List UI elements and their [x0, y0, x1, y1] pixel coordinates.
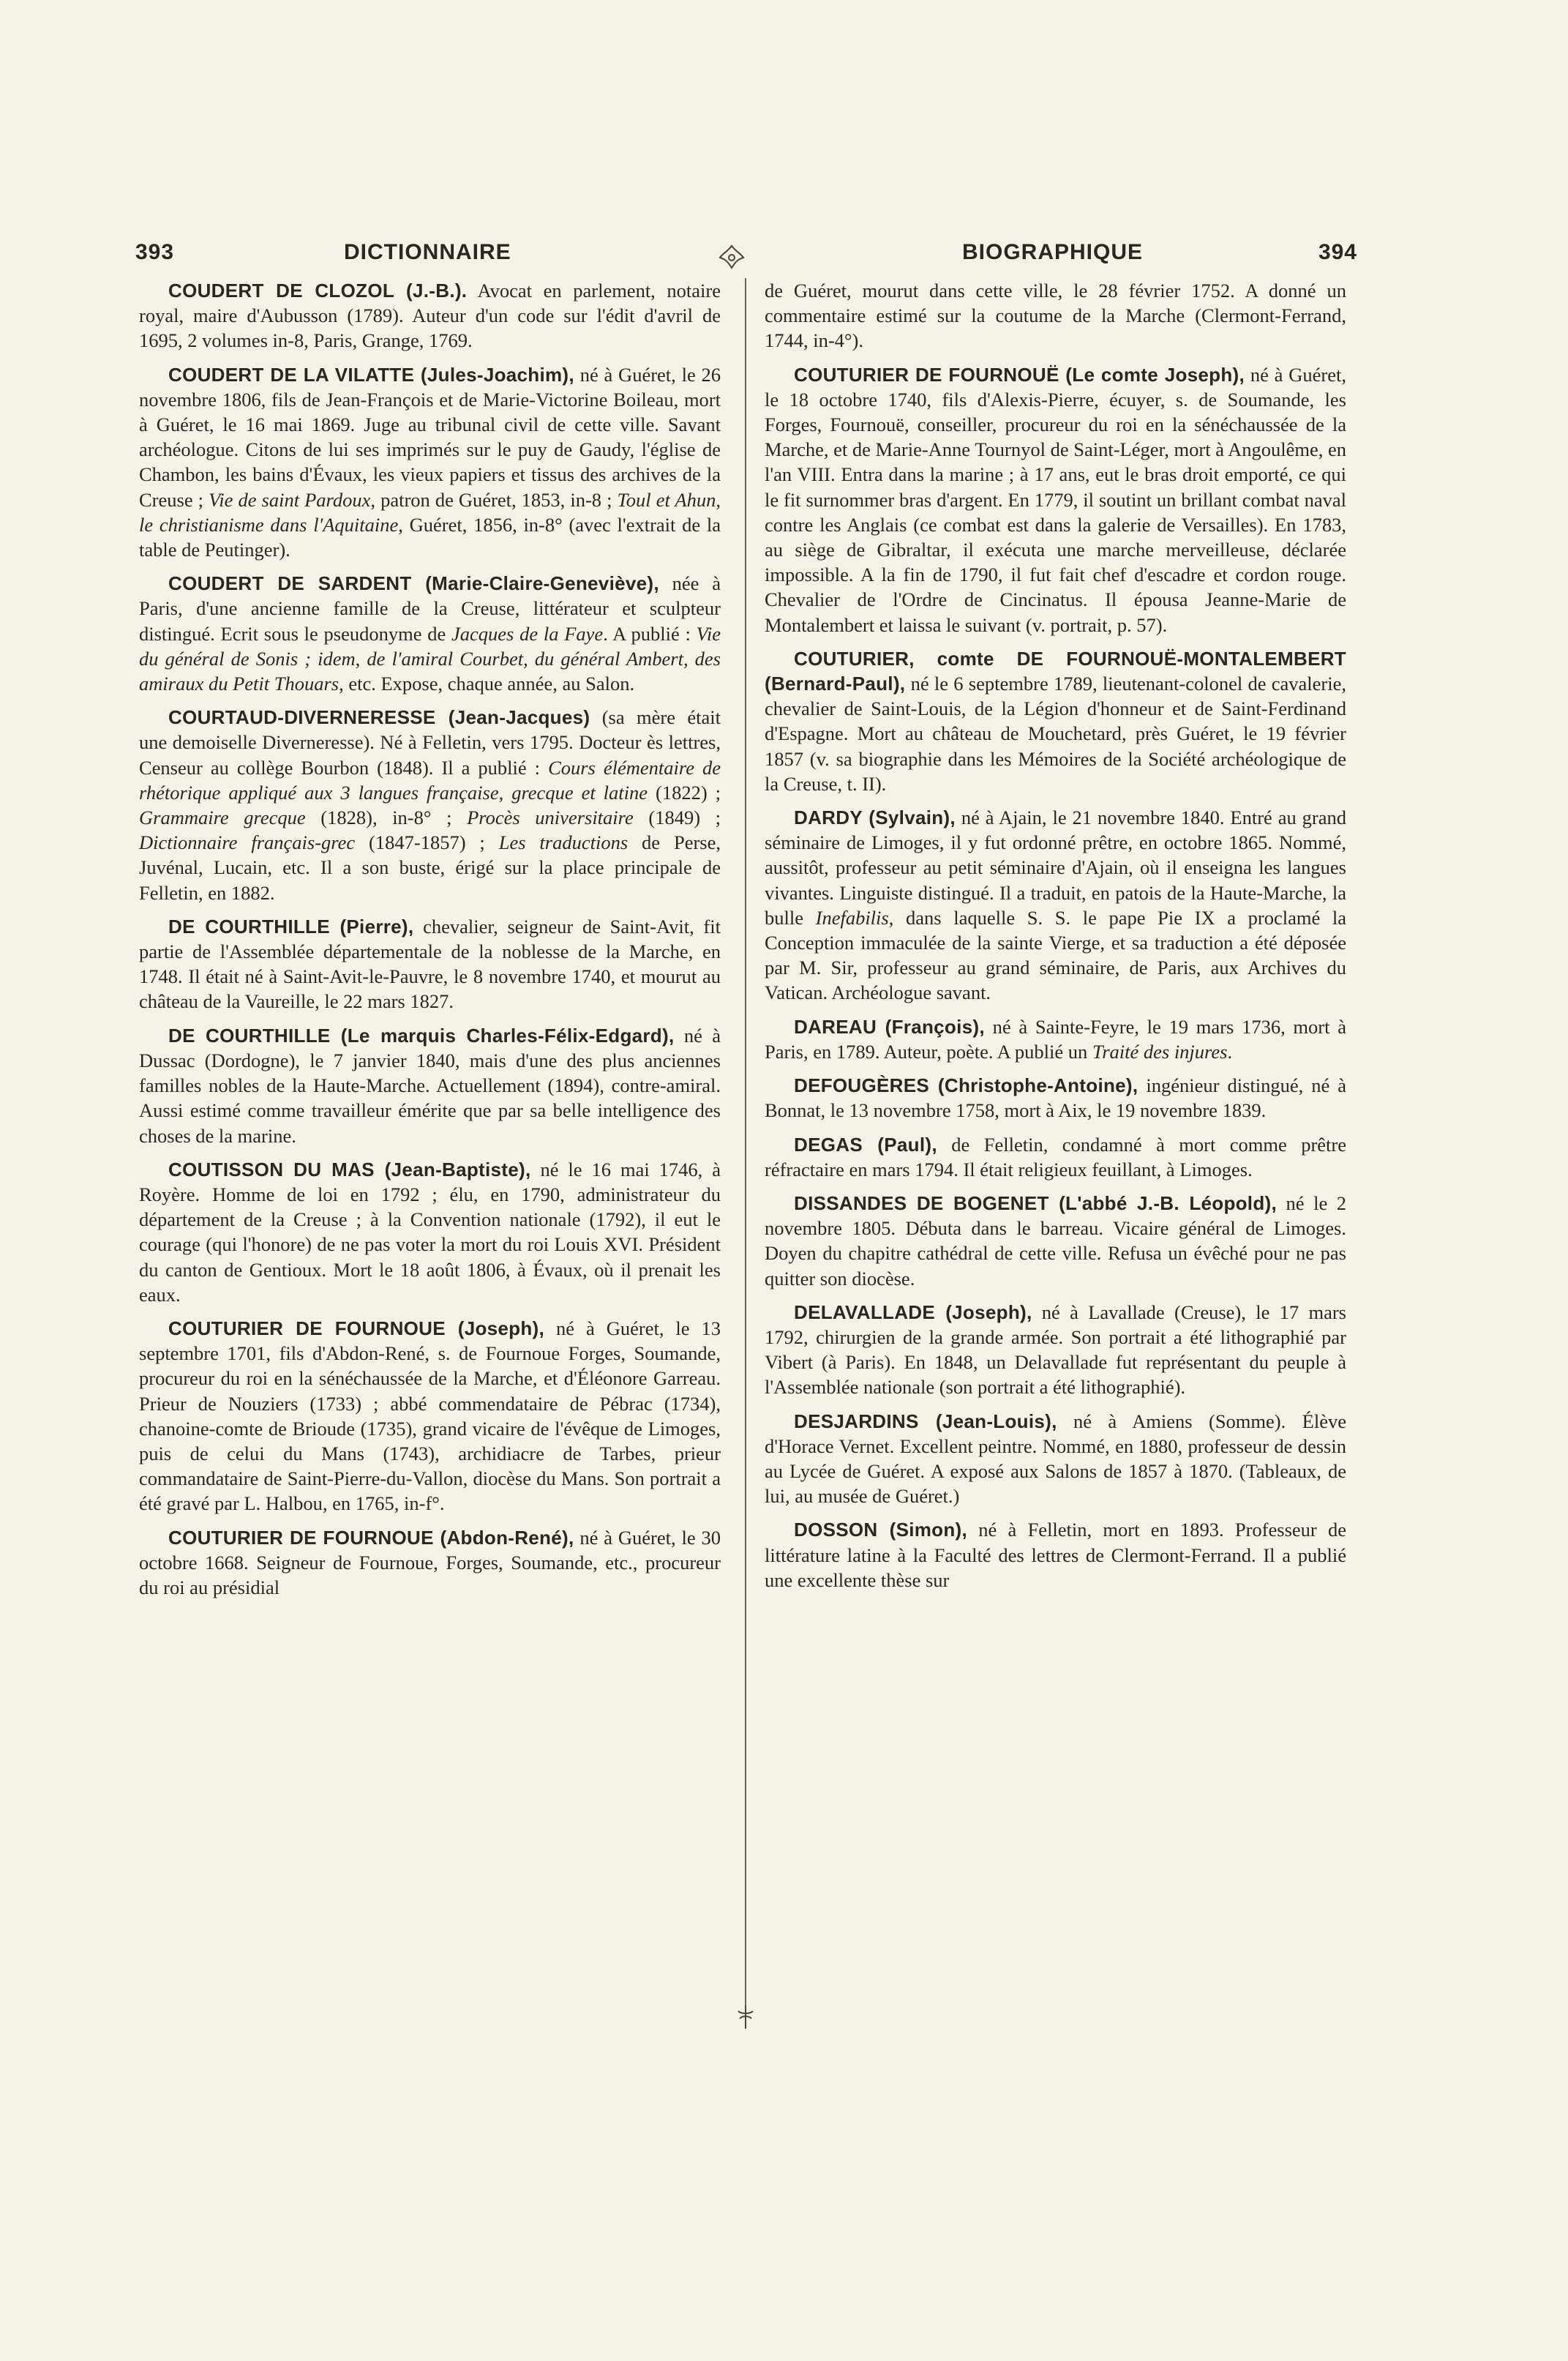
entry-text: , Guéret, 1856, in-8° (avec l'extrait de la table de Peutinger).	[139, 513, 721, 561]
entry-name: DAREAU (François),	[794, 1015, 985, 1038]
entry-text: né à Sainte-Feyre, le 19 mars 1736, mort à Paris, en 1789. Auteur, poète. A publié un	[765, 1015, 1346, 1063]
entry-name: COUDERT DE SARDENT (Marie-Claire-Geneviève),	[168, 572, 659, 595]
entry-name: COUTURIER, comte DE FOURNOUË-MONTALEMBERT (Bernard-Paul),	[765, 647, 1346, 695]
right-page-number: 394	[1318, 240, 1357, 264]
dictionary-entry	[765, 278, 1346, 353]
fleuron-bottom-icon	[734, 2004, 757, 2030]
entry-title-italic: Vie du général de Sonis ; idem, de l'amiral Courbet, du général Ambert, des amiraux du Petit Thouars	[139, 622, 721, 695]
entry-name: DARDY (Sylvain),	[794, 807, 956, 829]
dictionary-entry	[765, 1191, 1346, 1291]
entry-text: né à Felletin, mort en 1893. Professeur de littérature latine à la Faculté des lettres de Clermont-Ferrand. Il a publié une excellente thèse sur	[765, 1519, 1346, 1591]
entry-text: né à Guéret, le 30 octobre 1668. Seigneur de Fournoue, Forges, Soumande, etc., procureur du roi au présidial	[139, 1526, 721, 1598]
entry-text: . A publié :	[603, 622, 697, 645]
left-column	[139, 278, 721, 1609]
entry-text: né le 6 septembre 1789, lieutenant-colonel de cavalerie, chevalier de Saint-Louis, de la Légion d'honneur et de Saint-Ferdinand d'Espagne. Mort au château de Mouchetard, près Guéret, le 19 février 1857 (v. sa biographie dans les Mémoires de la Société archéologique de la Creuse, t. II).	[765, 673, 1346, 795]
entry-text: (1822) ;	[648, 781, 721, 804]
dictionary-entry	[139, 1525, 721, 1601]
entry-text: né à Amiens (Somme). Élève d'Horace Vernet. Excellent peintre. Nommé, en 1880, professeur de dessin au Lycée de Guéret. A exposé aux Salons de 1857 à 1870. (Tableaux, de lui, au musée de Guéret.)	[765, 1410, 1346, 1508]
entry-text: né le 2 novembre 1805. Débuta dans le barreau. Vicaire général de Limoges. Doyen du chapitre cathédral de cette ville. Refusa un évêché pour ne pas quitter son diocèse.	[765, 1191, 1347, 1290]
entry-text: né à Guéret, le 26 novembre 1806, fils de Jean-François et de Marie-Victorine Boileau, mort à Guéret, le 16 mai 1869. Juge au tribunal civil de cette ville. Savant archéologue. Citons de lui ses imprimés sur le puy de Gaudy, l'église de Chambon, les bains d'Évaux, les vieux papiers et tissus des archives de la Creuse ;	[139, 363, 721, 511]
entry-name: DISSANDES DE BOGENET (L'abbé J.-B. Léopold),	[794, 1191, 1277, 1214]
dictionary-entry	[765, 805, 1346, 1006]
entry-name: COUTURIER DE FOURNOUE (Joseph),	[168, 1317, 545, 1339]
entry-text: né le 16 mai 1746, à Royère. Homme de loi en 1792 ; élu, en 1790, administrateur du département de la Creuse ; à la Convention nationale (1792), il eut le courage (qui l'honore) de ne pas voter la mort du roi Louis XVI. Président du canton de Gentioux. Mort le 18 août 1806, à Évaux, où il prenait les eaux.	[139, 1158, 721, 1306]
dictionary-entry	[765, 1073, 1346, 1123]
right-column	[765, 278, 1346, 1601]
dictionary-entry	[765, 362, 1346, 637]
entry-text: , etc. Expose, chaque année, au Salon.	[339, 673, 635, 695]
entry-title-italic: Jacques de la Faye	[451, 622, 604, 645]
entry-title-italic: Dictionnaire français-grec	[139, 831, 356, 854]
entry-title-italic: Cours élémentaire de rhétorique appliqué aux 3 langues française, grecque et latine	[139, 756, 721, 804]
entry-text: né à Lavallade (Creuse), le 17 mars 1792, chirurgien de la grande armée. Son portrait a été lithographié par Vibert (à Paris). En 1848, un Delavallade fut représentant du peuple à l'Assemblée nationale (son portrait a été lithographié).	[765, 1301, 1346, 1399]
entry-text: de Perse, Juvénal, Lucain, etc. Il a son buste, érigé sur la place principale de Felletin, en 1882.	[139, 831, 721, 904]
entry-text: , patron de Guéret, 1853, in-8 ;	[370, 488, 618, 511]
entry-name: COUDERT DE LA VILATTE (Jules-Joachim),	[168, 363, 574, 386]
dictionary-entry	[765, 1517, 1346, 1593]
entry-text: née à Paris, d'une ancienne famille de la Creuse, littérateur et sculpteur distingué. Ecrit sous le pseudonyme de	[139, 572, 721, 645]
entry-title-italic: Procès universitaire	[467, 807, 634, 829]
entry-name: COURTAUD-DIVERNERESSE (Jean-Jacques)	[168, 706, 590, 729]
page-header	[135, 236, 1357, 272]
entry-name: DEGAS (Paul),	[794, 1133, 937, 1156]
entry-text: (1847-1857) ;	[355, 831, 499, 854]
entry-title-italic: Les traductions	[498, 831, 629, 854]
entry-name: DE COURTHILLE (Le marquis Charles-Félix-Edgard),	[168, 1024, 675, 1047]
dictionary-entry	[139, 571, 721, 696]
entry-text: , dans laquelle S. S. le pape Pie IX a proclamé la Conception immaculée de la sainte Vierge, et sa traduction a été déposée par M. Sir, professeur au grand séminaire, de Paris, aux Archives du Vatican. Archéologue savant.	[765, 906, 1346, 1004]
entry-text: (1828), in-8° ;	[305, 807, 468, 829]
entry-title-italic: Toul et Ahun, le christianisme dans l'Aquitaine	[139, 488, 721, 536]
entry-name: DELAVALLADE (Joseph),	[794, 1301, 1032, 1323]
entry-text: de Guéret, mourut dans cette ville, le 28 février 1752. A donné un commentaire estimé sur la coutume de la Marche (Clermont-Ferrand, 1744, in-4°).	[765, 280, 1346, 352]
left-page-number: 393	[135, 240, 175, 264]
dictionary-entry	[765, 1300, 1346, 1400]
entry-title-italic: Traité des injures	[1092, 1040, 1228, 1063]
entry-name: COUTISSON DU MAS (Jean-Baptiste),	[168, 1158, 531, 1180]
fleuron-ornament-icon	[717, 243, 746, 272]
dictionary-entry	[139, 705, 721, 905]
entry-text: .	[1227, 1040, 1233, 1063]
entry-text: ingénieur distingué, né à Bonnat, le 13 novembre 1758, mort à Aix, le 19 novembre 1839.	[765, 1074, 1346, 1122]
dictionary-entry	[139, 1023, 721, 1148]
entry-title-italic: Grammaire grecque	[139, 807, 306, 829]
dictionary-entry	[139, 1316, 721, 1516]
entry-name: DESJARDINS (Jean-Louis),	[794, 1410, 1057, 1432]
entry-text: né à Ajain, le 21 novembre 1840. Entré au grand séminaire de Limoges, il y fut ordonné prêtre, en octobre 1865. Nommé, aussitôt, professeur au petit séminaire d'Ajain, où il enseigna les langues vivantes. Linguiste distingué. Il a traduit, en patois de la Haute-Marche, la bulle	[765, 807, 1346, 929]
entry-name: DE COURTHILLE (Pierre),	[168, 915, 414, 938]
entry-name: DOSSON (Simon),	[794, 1519, 968, 1541]
column-divider	[745, 278, 746, 2005]
dictionary-entry	[765, 1409, 1346, 1509]
entry-text: (sa mère était une demoiselle Diverneresse). Né à Felletin, vers 1795. Docteur ès lettres, Censeur au collège Bourbon (1848). Il a publié :	[139, 706, 721, 779]
entry-text: né à Dussac (Dordogne), le 7 janvier 1840, mais d'une des plus anciennes familles nobles de la Haute-Marche. Actuellement (1894), contre-amiral. Aussi estimé comme travailleur émérite que par sa belle intelligence des choses de la marine.	[139, 1024, 721, 1147]
dictionary-entry	[139, 278, 721, 353]
entry-name: COUTURIER DE FOURNOUË (Le comte Joseph),	[794, 363, 1245, 386]
entry-name: DEFOUGÈRES (Christophe-Antoine),	[794, 1074, 1139, 1097]
dictionary-entry	[139, 914, 721, 1014]
entry-title-italic: Inefabilis	[815, 906, 889, 929]
dictionary-entry	[765, 1132, 1346, 1182]
dictionary-entry	[765, 1014, 1346, 1064]
entry-text: né à Guéret, le 18 octobre 1740, fils d'Alexis-Pierre, écuyer, s. de Soumande, les Forges, Fournouë, conseiller, procureur du roi en la sénéchaussée de la Marche, et de Marie-Anne Tournyol de Saint-Léger, mort à Angoulême, en l'an VIII. Entra dans la marine ; à 17 ans, eut le bras droit emporté, ce qui le fit surnommer bras d'argent. En 1779, il soutint un brillant combat naval contre les Anglais (ce combat est dans la galerie de Versailles). En 1783, au siège de Gibraltar, il exécuta une marche merveilleuse, déclarée impossible. A la fin de 1790, il fut fait chef d'escadre et cordon rouge. Chevalier de l'Ordre de Cincinatus. Il épousa Jeanne-Marie de Montalembert et laissa le suivant (v. portrait, p. 57).	[765, 363, 1347, 636]
entry-name: COUTURIER DE FOURNOUE (Abdon-René),	[168, 1526, 574, 1549]
entry-text: chevalier, seigneur de Saint-Avit, fit partie de l'Assemblée départementale de la noblesse de la Marche, en 1748. Il était né à Saint-Avit-le-Pauvre, le 8 novembre 1740, et mourut au château de la Vaureille, le 22 mars 1827.	[139, 915, 721, 1013]
dictionary-entry	[139, 1157, 721, 1307]
entry-text: né à Guéret, le 13 septembre 1701, fils d'Abdon-René, s. de Fournoue Forges, Soumande, procureur du roi en la sénéchaussée de la Marche, et d'Éléonore Garreau. Prieur de Nouziers (1733) ; abbé commendataire de Pébrac (1734), chanoine-comte de Brioude (1735), grand vicaire de l'évêque de Limoges, puis de celui du Mans (1743), archidiacre de Tarbes, prieur commandataire de Saint-Pierre-du-Vallon, diocèse du Mans. Son portrait a été gravé par L. Halbou, en 1765, in-f°.	[139, 1317, 721, 1515]
entry-text: de Felletin, condamné à mort comme prêtre réfractaire en mars 1794. Il était religieux feuillant, à Limoges.	[765, 1133, 1346, 1180]
running-title-left: DICTIONNAIRE	[344, 240, 511, 264]
entry-text: (1849) ;	[633, 807, 721, 829]
dictionary-entry	[765, 646, 1346, 796]
entry-title-italic: Vie de saint Pardoux	[209, 488, 371, 511]
entry-text: Avocat en parlement, notaire royal, maire d'Aubusson (1789). Auteur d'un code sur l'édit d'avril de 1695, 2 volumes in-8, Paris, Grange, 1769.	[139, 280, 721, 352]
entry-name: COUDERT DE CLOZOL (J.-B.).	[168, 280, 468, 302]
running-title-right: BIOGRAPHIQUE	[962, 240, 1144, 264]
dictionary-entry	[139, 362, 721, 563]
